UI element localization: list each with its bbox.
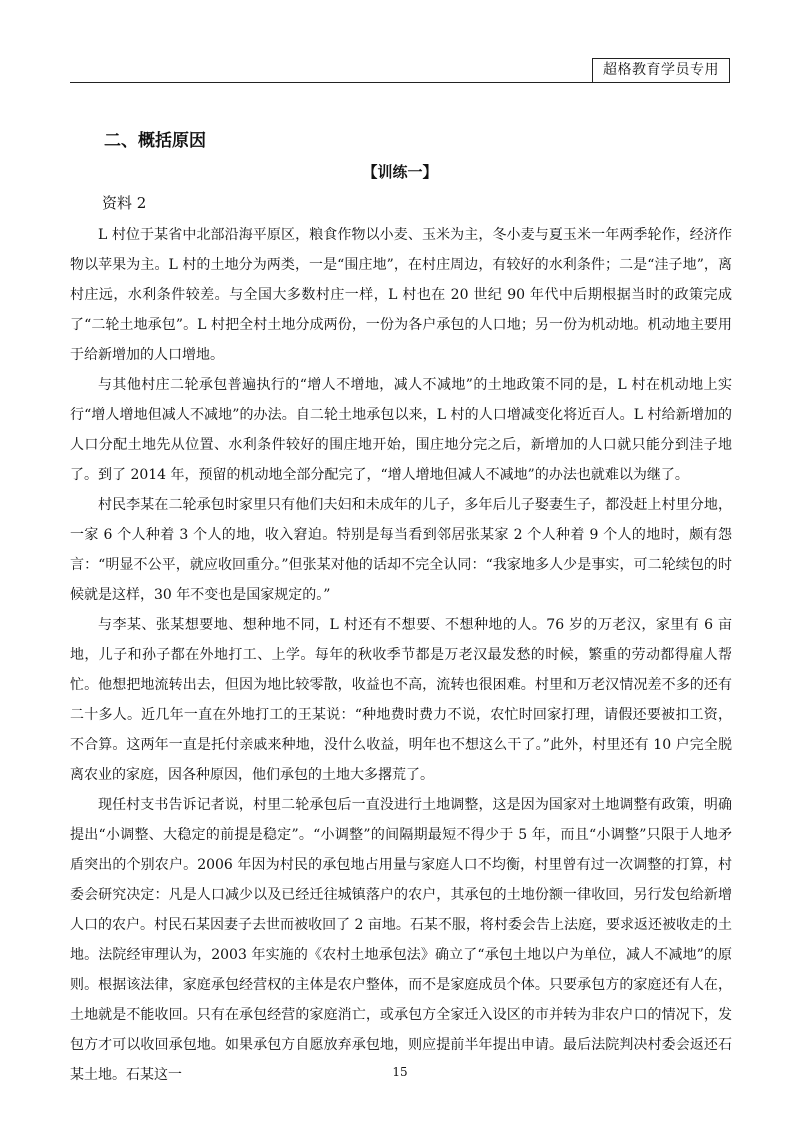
paragraph: 与其他村庄二轮承包普遍执行的“增人不增地，减人不减地”的土地政策不同的是，L 村在机动地上实行“增人增地但减人不减地”的办法。自二轮土地承包以来，L 村的人口增减变化将近百人。L 村给新增加的人口分配土地先从位置、水利条件较好的围庄地开始，围庄地分完之后，新增加的人口就只能分到洼子地了。到了 2014 年，预留的机动地全部分配完了，“增人增地但减人不减地”的办法也就难以为继了。 <box>70 377 732 483</box>
paragraph: 与李某、张某想要地、想种地不同，L 村还有不想要、不想种地的人。76 岁的万老汉，家里有 6 亩地，儿子和孙子都在外地打工、上学。每年的秋收季节都是万老汉最发愁的时候，繁重的劳动都得雇人帮忙。他想把地流转出去，但因为地比较零散，收益也不高，流转也很困难。村里和万老汉情况差不多的还有二十多人。近几年一直在外地打工的王某说：“种地费时费力不说，农忙时回家打理，请假还要被扣工资，不合算。这两年一直是托付亲戚来种地，没什么收益，明年也不想这么干了。”此外，村里还有 10 户完全脱离农业的家庭，因各种原因，他们承包的土地大多撂荒了。 <box>70 617 732 783</box>
material-label: 资料 2 <box>102 194 147 212</box>
paragraph: 村民李某在二轮承包时家里只有他们夫妇和未成年的儿子，多年后儿子娶妻生子，都没赶上村里分地，一家 6 个人种着 3 个人的地，收入窘迫。特别是每当看到邻居张某家 2 个人种着 9 个人的地时，颇有怨言：“明显不公平，就应收回重分。”但张某对他的话却不完全认同：“我家地多人少是事实，可二轮续包的时候就是这样，30 年不变也是国家规定的。” <box>70 497 732 603</box>
training-title: 【训练一】 <box>362 163 438 181</box>
header-divider <box>70 82 730 83</box>
body-text <box>70 220 732 1090</box>
paragraph: 现任村支书告诉记者说，村里二轮承包后一直没进行土地调整，这是因为国家对土地调整有政策，明确提出“小调整、大稳定的前提是稳定”。“小调整”的间隔期最短不得少于 5 年，而且“小调整”只限于人地矛盾突出的个别农户。2006 年因为村民的承包地占用量与家庭人口不均衡，村里曾有过一次调整的打算，村委会研究决定：凡是人口减少以及已经迁往城镇落户的农户，其承包的土地份额一律收回，另行发包给新增人口的农户。村民石某因妻子去世而被收回了 2 亩地。石某不服，将村委会告上法庭，要求返还被收走的土地。法院经审理认为，2003 年实施的《农村土地承包法》确立了“承包土地以户为单位，减人不减地”的原则。根据该法律，家庭承包经营权的主体是农户整体，而不是家庭成员个体。只要承包方的家庭还有人在，土地就是不能收回。只有在承包经营的家庭消亡，或承包方全家迁入设区的市并转为非农户口的情况下，发包方才可以收回承包地。如果承包方自愿放弃承包地，则应提前半年提出申请。最后法院判决村委会返还石某土地。石某这一 <box>70 797 732 1083</box>
header-tag: 超格教育学员专用 <box>592 58 730 83</box>
page-number: 15 <box>392 1065 408 1079</box>
paragraph: L 村位于某省中北部沿海平原区，粮食作物以小麦、玉米为主，冬小麦与夏玉米一年两季轮作，经济作物以苹果为主。L 村的土地分为两类，一是“围庄地”，在村庄周边，有较好的水利条件；二是“洼子地”，离村庄远，水利条件较差。与全国大多数村庄一样，L 村也在 20 世纪 90 年代中后期根据当时的政策完成了“二轮土地承包”。L 村把全村土地分成两份，一份为各户承包的人口地；另一份为机动地。机动地主要用于给新增加的人口增地。 <box>70 227 732 363</box>
section-title: 二、概括原因 <box>104 131 206 151</box>
